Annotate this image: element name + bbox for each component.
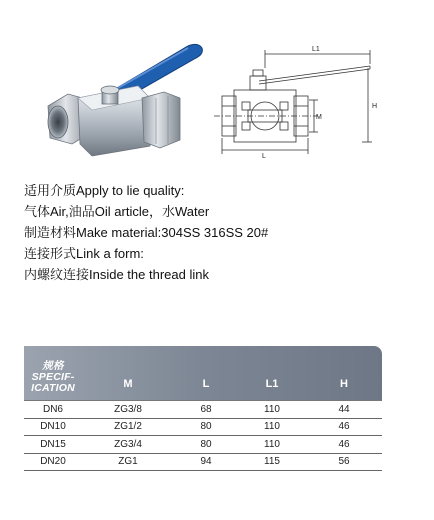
- dim-label-m: M: [316, 114, 322, 121]
- dim-label-l: L: [262, 153, 266, 160]
- header-l1: L1: [265, 378, 279, 390]
- header-spec-line2: SPECIF-: [31, 371, 75, 383]
- cell-h: 56: [338, 456, 350, 468]
- table-row: [24, 419, 382, 437]
- cell-h: 44: [338, 403, 350, 415]
- cell-l1: 110: [264, 421, 280, 433]
- dim-label-l1: L1: [312, 46, 320, 53]
- header-spec-cn: 规格: [42, 360, 64, 372]
- header-l: L: [202, 378, 210, 390]
- cell-thread: ZG1/2: [114, 421, 142, 433]
- header-h: H: [340, 378, 348, 390]
- cell-l1: 110: [264, 438, 280, 450]
- product-description: [24, 180, 424, 285]
- cell-size: DN6: [42, 403, 63, 415]
- dim-label-h: H: [372, 103, 378, 110]
- desc-line-media-types: 气体Air,油品Oil article，水Water: [24, 204, 210, 219]
- desc-line-connection: 连接形式Link a form:: [24, 246, 144, 261]
- cell-size: DN10: [40, 421, 66, 433]
- cell-size: DN20: [40, 456, 66, 468]
- cell-l1: 115: [264, 456, 280, 468]
- cell-thread: ZG1: [118, 456, 138, 468]
- cell-h: 46: [338, 421, 350, 433]
- cell-l: 68: [200, 403, 212, 415]
- desc-line-thread: 内螺纹连接Inside the thread link: [24, 267, 209, 282]
- spec-table-body: [24, 400, 382, 471]
- cell-size: DN15: [40, 438, 66, 450]
- desc-line-medium: 适用介质Apply to lie quality:: [24, 183, 185, 198]
- cell-thread: ZG3/4: [114, 438, 142, 450]
- cell-l1: 110: [264, 403, 280, 415]
- header-specification: [24, 361, 82, 400]
- desc-line-material: 制造材料Make material:304SS 316SS 20#: [24, 225, 269, 240]
- valve-technical-drawing: [212, 36, 387, 161]
- cell-l: 94: [200, 456, 212, 468]
- specification-table: [24, 346, 382, 471]
- header-m: M: [123, 378, 133, 390]
- cell-thread: ZG3/8: [114, 403, 142, 415]
- header-spec-line3: ICATION: [31, 382, 75, 394]
- table-row: [24, 436, 382, 454]
- cell-h: 46: [338, 438, 350, 450]
- spec-table-header: [24, 346, 382, 400]
- table-row: [24, 401, 382, 419]
- valve-photo: [38, 36, 216, 160]
- cell-l: 80: [200, 421, 212, 433]
- cell-l: 80: [200, 438, 212, 450]
- table-row: [24, 454, 382, 472]
